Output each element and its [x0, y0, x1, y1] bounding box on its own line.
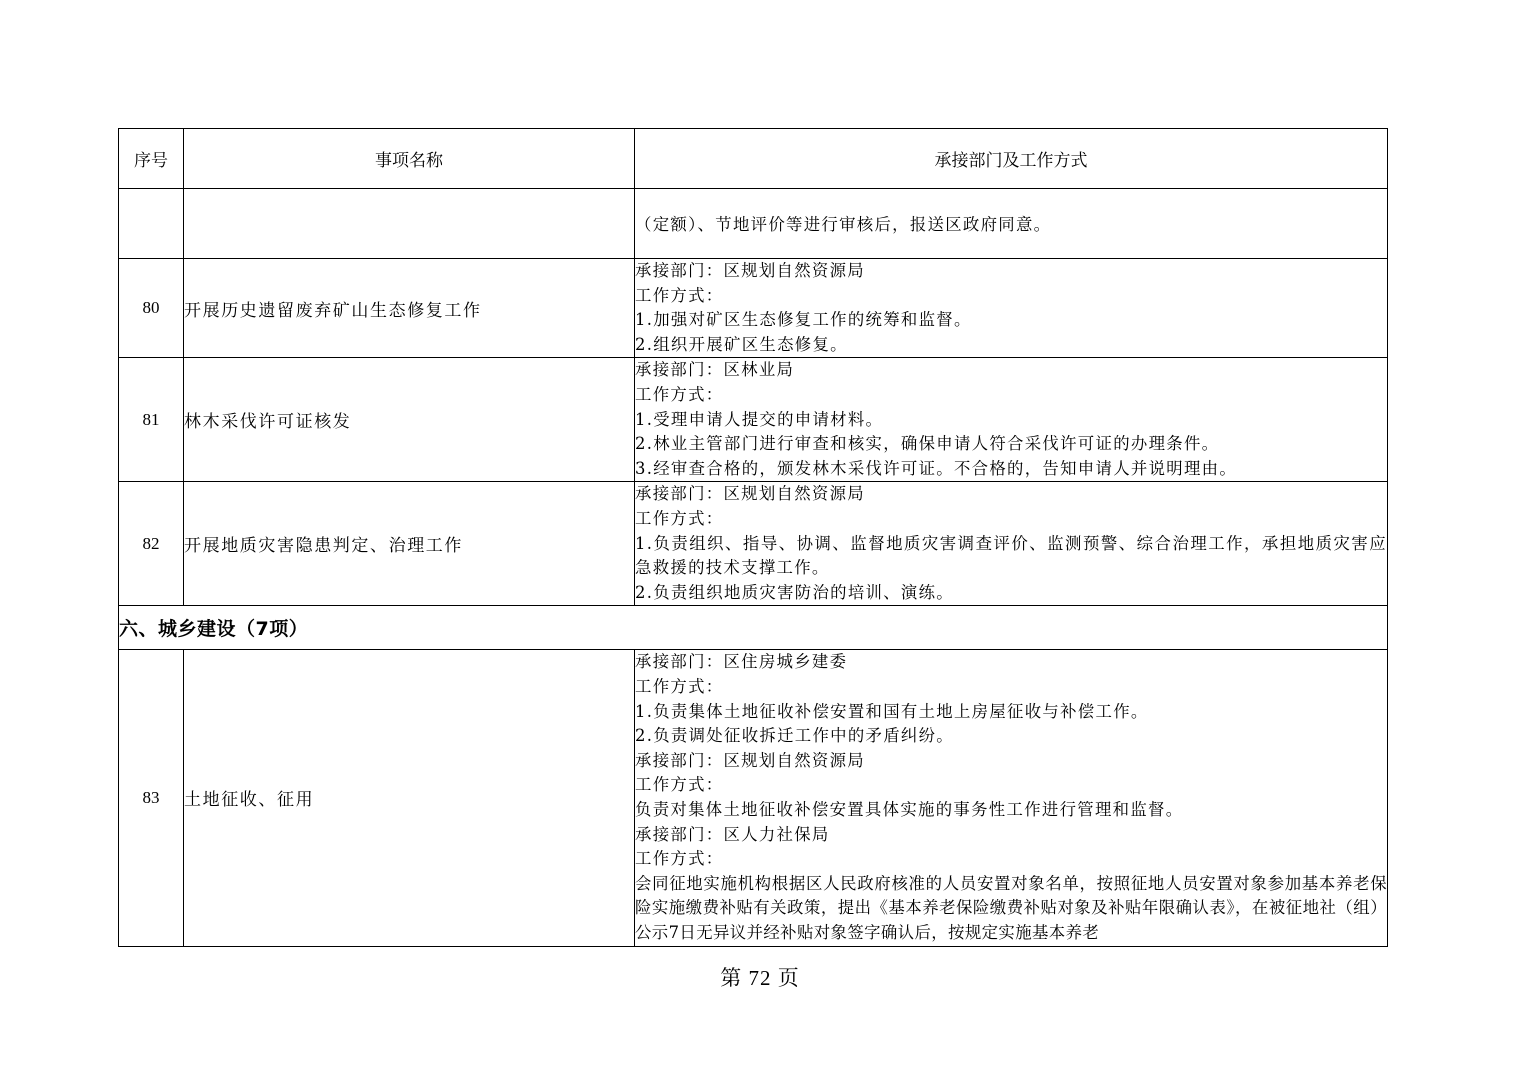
matters-table: [118, 128, 1388, 947]
header-dept: 承接部门及工作方式: [635, 129, 1388, 189]
dept-line: 2.林业主管部门进行审查和核实，确保申请人符合采伐许可证的办理条件。: [635, 434, 1220, 454]
row-no: 81: [119, 358, 184, 482]
dept-line: 工作方式：: [635, 384, 724, 404]
dept-line: 承接部门：区人力社保局: [635, 824, 830, 844]
dept-line: （定额）、节地评价等进行审核后，报送区政府同意。: [635, 214, 1052, 234]
dept-line: 1.受理申请人提交的申请材料。: [635, 409, 884, 429]
row-dept: [635, 358, 1388, 482]
row-dept: [635, 189, 1388, 259]
dept-line: 工作方式：: [635, 676, 724, 696]
row-name: 开展地质灾害隐患判定、治理工作: [184, 482, 635, 606]
dept-line: 工作方式：: [635, 285, 724, 305]
row-name: [184, 189, 635, 259]
row-dept: [635, 482, 1388, 606]
dept-line: 承接部门：区住房城乡建委: [635, 652, 848, 672]
section-title: 六、城乡建设（7项）: [119, 606, 1388, 650]
row-name: 开展历史遗留废弃矿山生态修复工作: [184, 259, 635, 358]
dept-line: 1.负责组织、指导、协调、监督地质灾害调查评价、监测预警、综合治理工作，承担地质灾害应急救援的技术支撑工作。: [635, 533, 1387, 578]
dept-line: 工作方式：: [635, 508, 724, 528]
dept-line: 2.负责组织地质灾害防治的培训、演练。: [635, 582, 954, 602]
dept-line: 承接部门：区规划自然资源局: [635, 484, 865, 504]
row-no: 80: [119, 259, 184, 358]
header-no: 序号: [119, 129, 184, 189]
dept-line: 2.负责调处征收拆迁工作中的矛盾纠纷。: [635, 726, 954, 746]
row-name: 林木采伐许可证核发: [184, 358, 635, 482]
row-no: [119, 189, 184, 259]
dept-line: 3.经审查合格的，颁发林木采伐许可证。不合格的，告知申请人并说明理由。: [635, 458, 1238, 478]
dept-line: 1.负责集体土地征收补偿安置和国有土地上房屋征收与补偿工作。: [635, 701, 1149, 721]
dept-line: 工作方式：: [635, 775, 724, 795]
row-no: 83: [119, 650, 184, 946]
table-header-row: [119, 129, 1388, 189]
row-dept: [635, 259, 1388, 358]
row-dept: [635, 650, 1388, 946]
dept-line: 工作方式：: [635, 849, 724, 869]
dept-line: 负责对集体土地征收补偿安置具体实施的事务性工作进行管理和监督。: [635, 799, 1184, 819]
table-row-80: [119, 259, 1388, 358]
dept-line: 1.加强对矿区生态修复工作的统筹和监督。: [635, 310, 972, 330]
header-name: 事项名称: [184, 129, 635, 189]
table-row-81: [119, 358, 1388, 482]
dept-line: 会同征地实施机构根据区人民政府核准的人员安置对象名单，按照征地人员安置对象参加基本养老保险实施缴费补贴有关政策，提出《基本养老保险缴费补贴对象及补贴年限确认表》，在被征地社（组）公示7日无异议并经补贴对象签字确认后，按规定实施基本养老: [635, 873, 1387, 942]
dept-line: 2.组织开展矿区生态修复。: [635, 334, 848, 354]
table-row-continued: [119, 189, 1388, 259]
table-row-82: [119, 482, 1388, 606]
row-no: 82: [119, 482, 184, 606]
dept-line: 承接部门：区规划自然资源局: [635, 261, 865, 280]
section-row: [119, 606, 1388, 650]
page-number: 第 72 页: [720, 966, 800, 990]
table-row-83: [119, 650, 1388, 946]
dept-line: 承接部门：区林业局: [635, 360, 795, 380]
row-name: 土地征收、征用: [184, 650, 635, 946]
dept-line: 承接部门：区规划自然资源局: [635, 750, 865, 770]
